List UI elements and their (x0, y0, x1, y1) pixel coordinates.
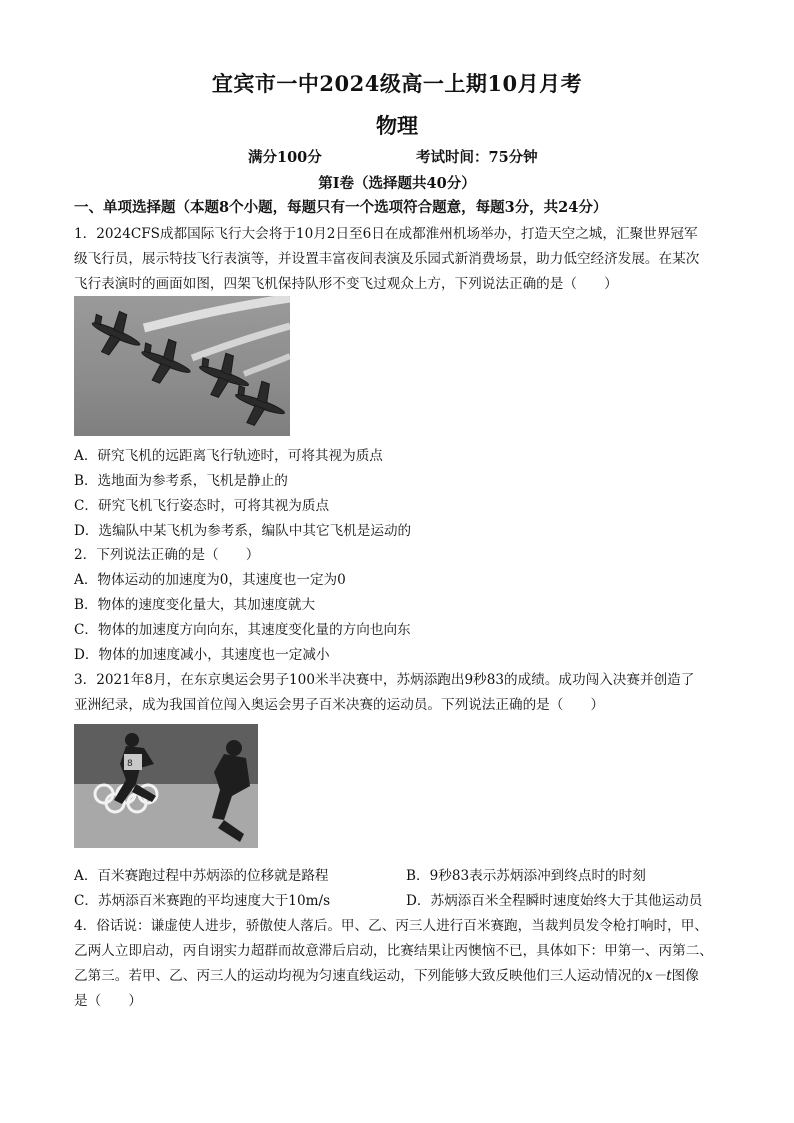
exam-time: 考试时间：75分钟 (416, 149, 538, 166)
q4-stem-line-3-end: 图像 (671, 968, 699, 984)
q1-option-a: A．研究飞机的远距离飞行轨迹时，可将其视为质点 (74, 448, 383, 464)
q3-stem-line-1: 3．2021年8月，在东京奥运会男子100米半决赛中，苏炳添跑出9秒83的成绩。成功闯入决赛并创造了 (74, 672, 695, 688)
sprint-photo (74, 724, 258, 848)
q2-option-c: C．物体的加速度方向向东，其速度变化量的方向也向东 (74, 622, 411, 638)
q3-option-b: B．9秒83表示苏炳添冲到终点时的时刻 (406, 868, 646, 884)
q4-stem-line-2: 乙两人立即启动，丙自诩实力超群而故意滞后启动，比赛结果让丙懊恼不已，具体如下：甲第一、丙第二、 (74, 943, 713, 959)
q1-stem-line-2: 级飞行员，展示特技飞行表演等，并设置丰富夜间表演及乐园式新消费场景，助力低空经济发展。在某次 (74, 251, 700, 267)
q3-option-c: C．苏炳添百米赛跑的平均速度大于10m/s (74, 893, 331, 909)
q3-option-a: A．百米赛跑过程中苏炳添的位移就是路程 (74, 868, 329, 884)
q1-option-c: C．研究飞机飞行姿态时，可将其视为质点 (74, 498, 330, 514)
q4-variable: x－t (644, 968, 672, 984)
q1-option-d: D．选编队中某飞机为参考系，编队中其它飞机是运动的 (74, 523, 412, 539)
q4-stem-line-4: 是（ ） (74, 993, 142, 1009)
section-heading: 一、单项选择题（本题8个小题，每题只有一个选项符合题意，每题3分，共24分） (74, 199, 608, 216)
subject-title: 物理 (376, 113, 418, 138)
q4-stem-line-3 (74, 964, 699, 984)
q2-option-a: A．物体运动的加速度为0，其速度也一定为0 (74, 572, 346, 588)
airshow-photo (74, 296, 290, 436)
exam-title: 宜宾市一中2024级高一上期10月月考 (211, 71, 583, 96)
svg-text:8: 8 (127, 759, 133, 769)
q2-option-b: B．物体的速度变化量大，其加速度就大 (74, 597, 316, 613)
q1-stem-line-1: 1．2024CFS成都国际飞行大会将于10月2日至6日在成都淮州机场举办，打造天空之城，汇聚世界冠军 (74, 226, 698, 242)
q4-stem-line-3-text: 乙第三。若甲、乙、丙三人的运动均视为匀速直线运动，下列能够大致反映他们三人运动情况的 (74, 968, 645, 984)
q2-stem: 2．下列说法正确的是（ ） (74, 547, 260, 563)
q1-stem-line-3: 飞行表演时的画面如图，四架飞机保持队形不变飞过观众上方，下列说法正确的是（ ） (74, 276, 618, 292)
q3-option-d: D．苏炳添百米全程瞬时速度始终大于其他运动员 (406, 893, 703, 909)
q1-option-b: B．选地面为参考系，飞机是静止的 (74, 473, 288, 489)
full-score: 满分100分 (248, 149, 322, 166)
part-heading: 第Ⅰ卷（选择题共40分） (318, 175, 476, 192)
q3-stem-line-2: 亚洲纪录，成为我国首位闯入奥运会男子百米决赛的运动员。下列说法正确的是（ ） (74, 697, 605, 713)
q2-option-d: D．物体的加速度减小，其速度也一定减小 (74, 647, 330, 663)
q4-stem-line-1: 4．俗话说：谦虚使人进步，骄傲使人落后。甲、乙、丙三人进行百米赛跑，当裁判员发令枪打响时，甲、 (74, 918, 708, 934)
